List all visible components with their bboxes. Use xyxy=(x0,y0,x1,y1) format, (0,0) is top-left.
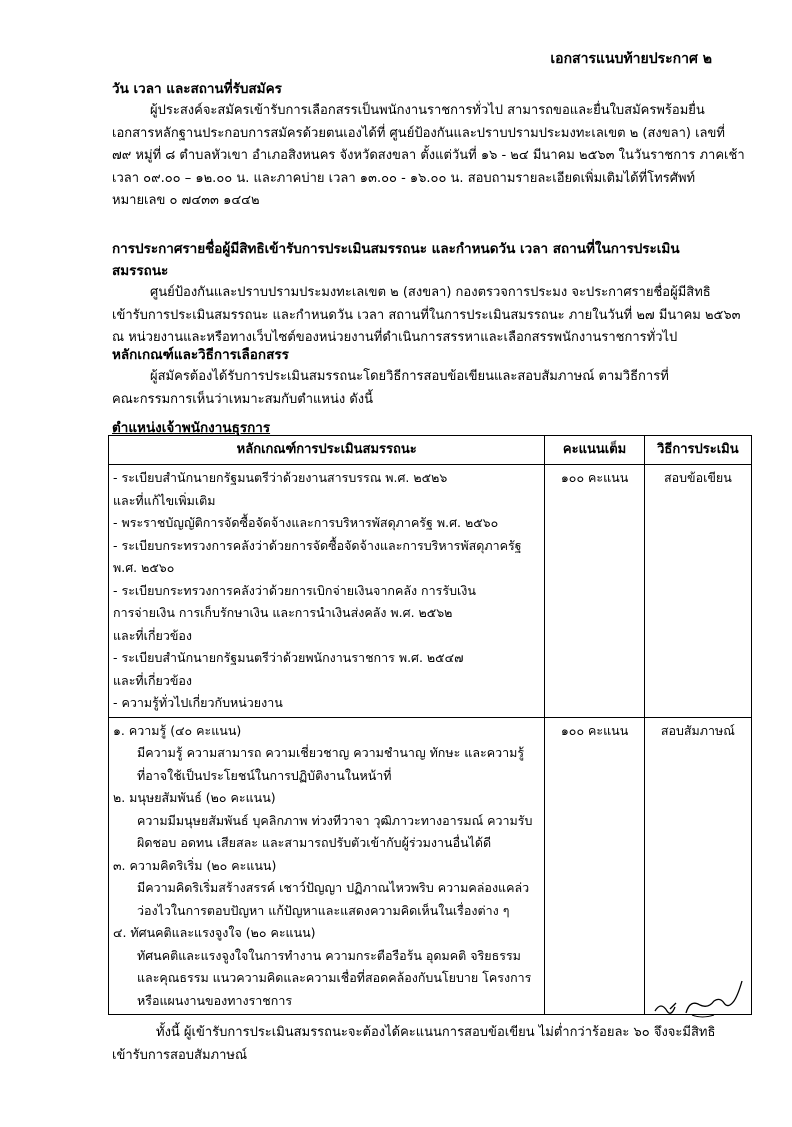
criteria-line: และที่เกี่ยวข้อง xyxy=(113,627,193,643)
criteria-cell xyxy=(109,717,545,1015)
section-heading: การประกาศรายชื่อผู้มีสิทธิเข้ารับการประเมินสมรรถนะ และกำหนดวัน เวลา สถานที่ในการประเมินสมรรถนะ xyxy=(112,241,680,279)
text-line: ผู้สมัครต้องได้รับการประเมินสมรรถนะโดยวิธีการสอบข้อเขียนและสอบสัมภาษณ์ ตามวิธีการที่ xyxy=(150,369,669,384)
criterion-desc: หรือแผนงานของทางราชการ xyxy=(137,992,293,1008)
column-header-score: คะแนนเต็ม xyxy=(545,436,644,465)
criteria-line: - ระเบียบสำนักนายกรัฐมนตรีว่าด้วยพนักงานราชการ พ.ศ. ๒๕๔๗ xyxy=(113,650,464,665)
text-line: หมายเลข ๐ ๗๔๓๓ ๑๔๔๒ xyxy=(112,193,260,208)
method-value: สอบสัมภาษณ์ xyxy=(660,722,735,738)
criterion-desc: มีความคิดริเริ่มสร้างสรรค์ เชาว์ปัญญา ปฏิภาณไหวพริบ ความคล่องแคล่ว xyxy=(137,880,530,895)
section-heading: วัน เวลา และสถานที่รับสมัคร xyxy=(112,81,282,97)
text-line: คณะกรรมการเห็นว่าเหมาะสมกับตำแหน่ง ดังนี้ xyxy=(112,391,374,407)
criteria-line: - ระเบียบสำนักนายกรัฐมนตรีว่าด้วยงานสารบรรณ พ.ศ. ๒๕๒๖ xyxy=(113,470,448,485)
criterion-title: ๓. ความคิดริเริ่ม (๒๐ คะแนน) xyxy=(113,857,277,873)
annex-label: เอกสารแนบท้ายประกาศ ๒ xyxy=(550,51,712,67)
criteria-cell xyxy=(109,465,545,718)
criteria-line: และที่เกี่ยวข้อง xyxy=(113,672,193,688)
score-value: ๑๐๐ คะแนน xyxy=(560,470,629,485)
column-header-criteria: หลักเกณฑ์การประเมินสมรรถนะ xyxy=(109,436,545,465)
criterion-desc: ว่องไวในการตอบปัญหา แก้ปัญหาและแสดงความคิดเห็นในเรื่องต่าง ๆ xyxy=(137,902,510,918)
criteria-line: พ.ศ. ๒๕๖๐ xyxy=(113,560,175,575)
paragraph xyxy=(112,282,741,350)
table-row xyxy=(109,717,752,1015)
criteria-line: - ระเบียบกระทรวงการคลังว่าด้วยการจัดซื้อจัดจ้างและการบริหารพัสดุภาครัฐ xyxy=(113,537,522,553)
text-line: ศูนย์ป้องกันและปราบปรามประมงทะเลเขต ๒ (สงขลา) กองตรวจการประมง จะประกาศรายชื่อผู้มีสิทธิ xyxy=(150,285,711,300)
section-heading: หลักเกณฑ์และวิธีการเลือกสรร xyxy=(112,347,289,363)
text-line: ๗๙ หมู่ที่ ๘ ตำบลหัวเขา อำเภอสิงหนคร จังหวัดสงขลา ตั้งแต่วันที่ ๑๖ - ๒๔ มีนาคม ๒๕๖๓ ในวันราชการ ภาคเช้า xyxy=(112,148,745,163)
method-cell xyxy=(644,717,751,1015)
text-line: ทั้งนี้ ผู้เข้ารับการประเมินสมรรถนะจะต้องได้คะแนนการสอบข้อเขียน ไม่ต่ำกว่าร้อยละ ๖๐ จึงจะมีสิทธิ xyxy=(156,1025,716,1040)
criterion-desc: และคุณธรรม แนวความคิดและความเชื่อที่สอดคล้องกับนโยบาย โครงการ xyxy=(137,970,532,985)
column-header-method: วิธีการประเมิน xyxy=(644,436,751,465)
score-value: ๑๐๐ คะแนน xyxy=(560,722,629,738)
handwritten-signature xyxy=(650,975,750,1025)
table-row xyxy=(109,465,752,718)
criteria-line: - พระราชบัญญัติการจัดซื้อจัดจ้างและการบริหารพัสดุภาครัฐ พ.ศ. ๒๕๖๐ xyxy=(113,515,499,530)
table-header-row xyxy=(109,436,752,465)
text-line: เวลา ๐๙.๐๐ – ๑๒.๐๐ น. และภาคบ่าย เวลา ๑๓.๐๐ - ๑๖.๐๐ น. สอบถามรายละเอียดเพิ่มเติมได้ที่โทรศัพท์ xyxy=(112,170,696,186)
text-line: ณ หน่วยงานและหรือทางเว็บไซต์ของหน่วยงานที่ดำเนินการสรรหาและเลือกสรรพนักงานราชการทั่วไป xyxy=(112,330,678,345)
criterion-title: ๑. ความรู้ (๔๐ คะแนน) xyxy=(113,722,242,738)
paragraph xyxy=(112,100,745,213)
text-line: เข้ารับการประเมินสมรรถนะ และกำหนดวัน เวลา สถานที่ในการประเมินสมรรถนะ ภายในวันที่ ๒๗ มีนาคม ๒๕๖๓ xyxy=(112,307,741,323)
text-line: เข้ารับการสอบสัมภาษณ์ xyxy=(112,1047,248,1063)
position-title: ตำแหน่งเจ้าพนักงานธุรการ xyxy=(112,420,271,436)
criteria-line: การจ่ายเงิน การเก็บรักษาเงิน และการนำเงินส่งคลัง พ.ศ. ๒๕๖๒ xyxy=(113,605,453,620)
criteria-line: - ความรู้ทั่วไปเกี่ยวกับหน่วยงาน xyxy=(113,695,283,710)
criterion-desc: ความมีมนุษยสัมพันธ์ บุคลิกภาพ ท่วงทีวาจา วุฒิภาวะทางอารมณ์ ความรับ xyxy=(137,812,533,828)
score-cell xyxy=(545,717,644,1015)
criterion-title: ๒. มนุษยสัมพันธ์ (๒๐ คะแนน) xyxy=(113,790,276,805)
section-application-schedule xyxy=(112,78,745,213)
text-line: ผู้ประสงค์จะสมัครเข้ารับการเลือกสรรเป็นพนักงานราชการทั่วไป สามารถขอและยื่นใบสมัครพร้อมยื่น xyxy=(150,103,705,118)
criterion-desc: ที่อาจใช้เป็นประโยชน์ในการปฏิบัติงานในหน้าที่ xyxy=(137,767,392,783)
criteria-line: - ระเบียบกระทรวงการคลังว่าด้วยการเบิกจ่ายเงินจากคลัง การรับเงิน xyxy=(113,582,476,598)
criteria-line: และที่แก้ไขเพิ่มเติม xyxy=(113,492,216,508)
text-line: เอกสารหลักฐานประกอบการสมัครด้วยตนเองได้ที่ ศูนย์ป้องกันและปราบปรามประมงทะเลเขต ๒ (สงขลา) เลขที่ xyxy=(112,125,725,141)
criterion-title: ๔. ทัศนคติและแรงจูงใจ (๒๐ คะแนน) xyxy=(113,925,316,940)
footer-note xyxy=(112,1022,722,1067)
criterion-desc: ทัศนคติและแรงจูงใจในการทำงาน ความกระตือรือร้น อุดมคติ จริยธรรม xyxy=(137,947,521,963)
criteria-table xyxy=(108,435,752,1015)
score-cell xyxy=(545,465,644,718)
paragraph xyxy=(112,366,720,411)
section-selection-criteria xyxy=(112,344,720,411)
method-cell xyxy=(644,465,751,718)
section-candidate-announcement xyxy=(112,238,741,350)
method-value: สอบข้อเขียน xyxy=(663,470,732,485)
criterion-desc: ผิดชอบ อดทน เสียสละ และสามารถปรับตัวเข้ากับผู้ร่วมงานอื่นได้ดี xyxy=(137,835,492,850)
criterion-desc: มีความรู้ ความสามารถ ความเชี่ยวชาญ ความชำนาญ ทักษะ และความรู้ xyxy=(137,745,525,760)
